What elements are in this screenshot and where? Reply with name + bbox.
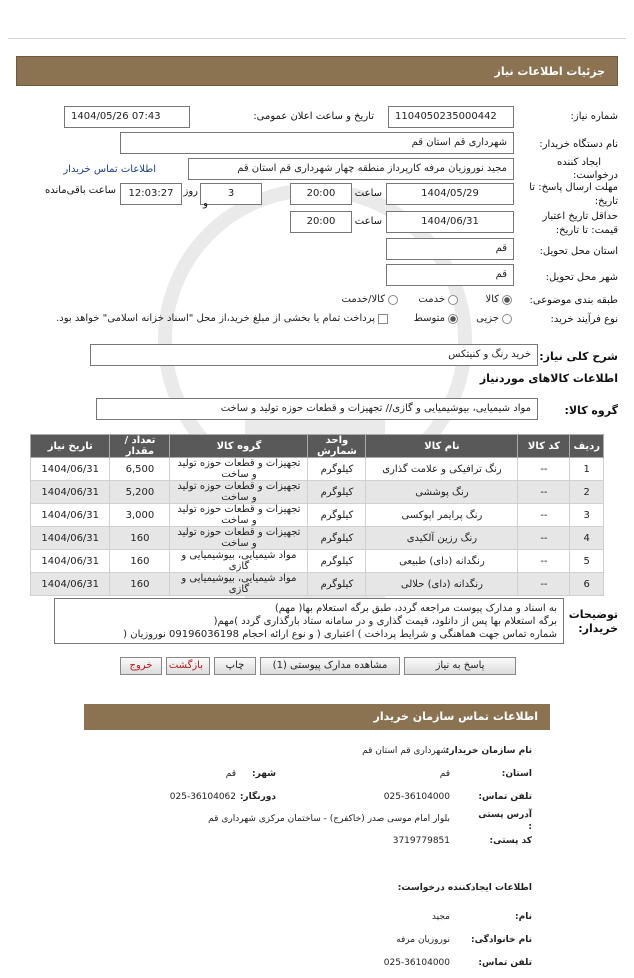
cell-qty: 160	[110, 550, 170, 573]
contact-city-value: قم	[225, 769, 236, 779]
description-label: شرح کلی نیاز:	[539, 350, 618, 363]
table-row[interactable]	[31, 573, 604, 596]
days-label: روز	[183, 186, 198, 197]
cell-qty: 6,500	[110, 458, 170, 481]
contact-org-label: نام سازمان خریدار:	[445, 746, 532, 756]
col-unit: واحد شمارش	[308, 435, 366, 458]
creator-info-title: اطلاعات ایجادکننده درخواست:	[397, 883, 532, 893]
send-deadline-label-1: مهلت ارسال پاسخ: تا	[529, 182, 618, 193]
send-deadline-label-2: تاریخ:	[594, 196, 618, 207]
cell-name: رنگدانه (دای) طبیعی	[366, 550, 518, 573]
delivery-province-field: قم	[386, 238, 514, 260]
cell-idx: 5	[570, 550, 604, 573]
payment-treasury-checkbox[interactable]	[378, 314, 388, 324]
back-button[interactable]: بازگشت	[166, 657, 210, 675]
table-row[interactable]	[31, 481, 604, 504]
cell-qty: 160	[110, 527, 170, 550]
days-label-and: و	[203, 198, 208, 209]
contact-fax-value: 025-36104062	[169, 792, 236, 802]
contact-province-value: قم	[439, 769, 450, 779]
cell-unit: کیلوگرم	[308, 550, 366, 573]
announce-label: تاریخ و ساعت اعلان عمومی:	[253, 111, 374, 122]
buyer-notes-line-2: برگه استعلام بها پس از دانلود، قیمت گذاری و در سامانه ستاد بارگذاری گردد )مهم(	[213, 616, 557, 627]
description-field: خرید رنگ و کنیتکس	[90, 344, 538, 366]
contact-postal-label: کد پستی:	[489, 836, 532, 846]
radio-goods[interactable]	[502, 295, 512, 305]
table-row[interactable]	[31, 458, 604, 481]
cell-group: تجهیزات و قطعات حوزه تولید و ساخت	[170, 481, 308, 504]
creator-phone-value: 025-36104000	[383, 958, 450, 968]
cell-code: --	[518, 527, 570, 550]
table-row[interactable]	[31, 504, 604, 527]
cell-unit: کیلوگرم	[308, 458, 366, 481]
contact-phone-label: تلفن تماس:	[478, 792, 532, 802]
goods-section-title: اطلاعات کالاهای موردنیاز	[479, 372, 618, 385]
cell-qty: 5,200	[110, 481, 170, 504]
days-field: 3	[200, 183, 262, 205]
cell-unit: کیلوگرم	[308, 481, 366, 504]
send-time-field: 20:00	[290, 183, 352, 205]
cell-name: رنگ ترافیکی و علامت گذاری	[366, 458, 518, 481]
purchase-option-minor[interactable]: جزیی	[476, 313, 512, 324]
cell-name: رنگ پرایمر اپوکسی	[366, 504, 518, 527]
need-number-label: شماره نیاز:	[570, 111, 618, 122]
cell-group: تجهیزات و قطعات حوزه تولید و ساخت	[170, 527, 308, 550]
creator-family-label: نام خانوادگی:	[470, 935, 532, 945]
validity-time-field: 20:00	[290, 211, 352, 233]
contact-postal-value: 3719779851	[392, 836, 450, 846]
cell-code: --	[518, 573, 570, 596]
radio-minor[interactable]	[502, 314, 512, 324]
delivery-city-field: قم	[386, 264, 514, 286]
cell-name: رنگدانه (دای) حلالی	[366, 573, 518, 596]
cell-date: 1404/06/31	[31, 527, 110, 550]
cell-date: 1404/06/31	[31, 481, 110, 504]
payment-treasury-option[interactable]: پرداخت تمام یا بخشی از مبلغ خرید،از محل "اسناد خزانه اسلامی" خواهد بود.	[56, 313, 388, 324]
category-label: طبقه بندی موضوعی:	[529, 295, 618, 306]
cell-date: 1404/06/31	[31, 504, 110, 527]
cell-idx: 1	[570, 458, 604, 481]
category-option-goods[interactable]: کالا	[485, 294, 512, 305]
cell-code: --	[518, 550, 570, 573]
radio-service[interactable]	[448, 295, 458, 305]
cell-code: --	[518, 481, 570, 504]
validity-date-field: 1404/06/31	[386, 211, 514, 233]
category-option-both[interactable]: کالا/خدمت	[342, 294, 399, 305]
cell-group: تجهیزات و قطعات حوزه تولید و ساخت	[170, 458, 308, 481]
contact-header	[84, 704, 550, 730]
col-name: نام کالا	[366, 435, 518, 458]
cell-idx: 4	[570, 527, 604, 550]
purchase-type-label: نوع فرآیند خرید:	[550, 314, 618, 325]
items-table	[30, 434, 604, 596]
creator-family-value: نوروزیان مرفه	[396, 935, 450, 945]
radio-both[interactable]	[388, 295, 398, 305]
remaining-time-field: 12:03:27	[120, 183, 182, 205]
need-number-field: 1104050235000442	[388, 106, 514, 128]
items-table-wrap	[30, 434, 604, 596]
creator-label-1: ایجاد کننده	[557, 157, 601, 168]
validity-label-1: حداقل تاریخ اعتبار	[542, 211, 618, 222]
col-qty: تعداد / مقدار	[110, 435, 170, 458]
buyer-notes-box	[54, 598, 564, 644]
cell-date: 1404/06/31	[31, 573, 110, 596]
radio-medium[interactable]	[448, 314, 458, 324]
table-row[interactable]	[31, 527, 604, 550]
buyer-notes-label-1: توضیحات	[568, 608, 618, 621]
buyer-notes-line-3: شماره تماس جهت هماهنگی و شرایط پرداخت ) اعتباری ( و نوع ارائه احجام 09196036198 نوروزیان (	[123, 629, 557, 640]
table-row[interactable]	[31, 550, 604, 573]
cell-qty: 160	[110, 573, 170, 596]
cell-idx: 3	[570, 504, 604, 527]
attachments-button[interactable]: مشاهده مدارک پیوستی (1)	[260, 657, 400, 675]
creator-phone-label: تلفن تماس:	[478, 958, 532, 968]
contact-address-label-1: آدرس پستی	[478, 810, 532, 820]
cell-name: رنگ پوششی	[366, 481, 518, 504]
col-date: تاریخ نیاز	[31, 435, 110, 458]
validity-time-label: ساعت	[354, 216, 382, 227]
cell-idx: 6	[570, 573, 604, 596]
reply-button[interactable]: پاسخ به نیاز	[404, 657, 516, 675]
col-group: گروه کالا	[170, 435, 308, 458]
category-option-service[interactable]: خدمت	[418, 294, 458, 305]
goods-group-field: مواد شیمیایی، بیوشیمیایی و گازی// تجهیزات و قطعات حوزه تولید و ساخت	[96, 398, 538, 420]
col-code: کد کالا	[518, 435, 570, 458]
send-time-label: ساعت	[354, 188, 382, 199]
contact-province-label: استان:	[501, 769, 532, 779]
cell-idx: 2	[570, 481, 604, 504]
print-button[interactable]: چاپ	[214, 657, 256, 675]
goods-group-label: گروه کالا:	[564, 404, 618, 417]
cell-name: رنگ رزین آلکیدی	[366, 527, 518, 550]
contact-fax-label: دورنگار:	[239, 792, 276, 802]
announce-field: 1404/05/26 07:43	[64, 106, 190, 128]
contact-address-value: بلوار امام موسی صدر (خاکفرج) - ساختمان مرکزی شهرداری قم	[208, 814, 450, 824]
page-header	[16, 56, 618, 86]
contact-address-label-2: :	[528, 822, 532, 832]
creator-name-label: نام:	[515, 912, 532, 922]
send-date-field: 1404/05/29	[386, 183, 514, 205]
page-title: جزئیات اطلاعات نیاز	[494, 65, 605, 78]
buyer-notes-line-1: به اسناد و مدارک پیوست مراجعه گردد، طبق برگه استعلام بها( مهم)	[274, 603, 557, 614]
contact-title: اطلاعات تماس سازمان خریدار	[373, 710, 538, 723]
creator-name-value: مجید	[431, 912, 450, 922]
cell-qty: 3,000	[110, 504, 170, 527]
purchase-option-medium[interactable]: متوسط	[414, 313, 458, 324]
cell-code: --	[518, 504, 570, 527]
buyer-contact-link[interactable]: اطلاعات تماس خریدار	[63, 164, 156, 175]
buyer-notes-label-2: خریدار:	[578, 622, 618, 635]
col-row: ردیف	[570, 435, 604, 458]
cell-group: مواد شیمیایی، بیوشیمیایی و گازی	[170, 550, 308, 573]
cell-code: --	[518, 458, 570, 481]
top-divider	[8, 38, 626, 39]
cell-unit: کیلوگرم	[308, 504, 366, 527]
contact-org-value: شهرداری قم استان قم	[362, 746, 448, 756]
creator-label-2: درخواست:	[573, 170, 618, 181]
buyer-org-label: نام دستگاه خریدار:	[539, 139, 618, 150]
remaining-label: ساعت باقی‌مانده	[44, 185, 116, 196]
creator-field: مجید نوروزیان مرفه کارپرداز منطقه چهار شهرداری قم استان قم	[188, 158, 514, 180]
delivery-province-label: استان محل تحویل:	[539, 246, 618, 257]
exit-button[interactable]: خروج	[120, 657, 162, 675]
contact-city-label: شهر:	[252, 769, 276, 779]
cell-group: مواد شیمیایی، بیوشیمیایی و گازی	[170, 573, 308, 596]
contact-phone-value: 025-36104000	[383, 792, 450, 802]
delivery-city-label: شهر محل تحویل:	[545, 272, 618, 283]
buyer-org-field: شهرداری قم استان قم	[120, 132, 514, 154]
cell-date: 1404/06/31	[31, 458, 110, 481]
cell-unit: کیلوگرم	[308, 527, 366, 550]
cell-unit: کیلوگرم	[308, 573, 366, 596]
validity-label-2: قیمت: تا تاریخ:	[555, 225, 618, 236]
cell-group: تجهیزات و قطعات حوزه تولید و ساخت	[170, 504, 308, 527]
items-table-header	[31, 435, 604, 458]
cell-date: 1404/06/31	[31, 550, 110, 573]
